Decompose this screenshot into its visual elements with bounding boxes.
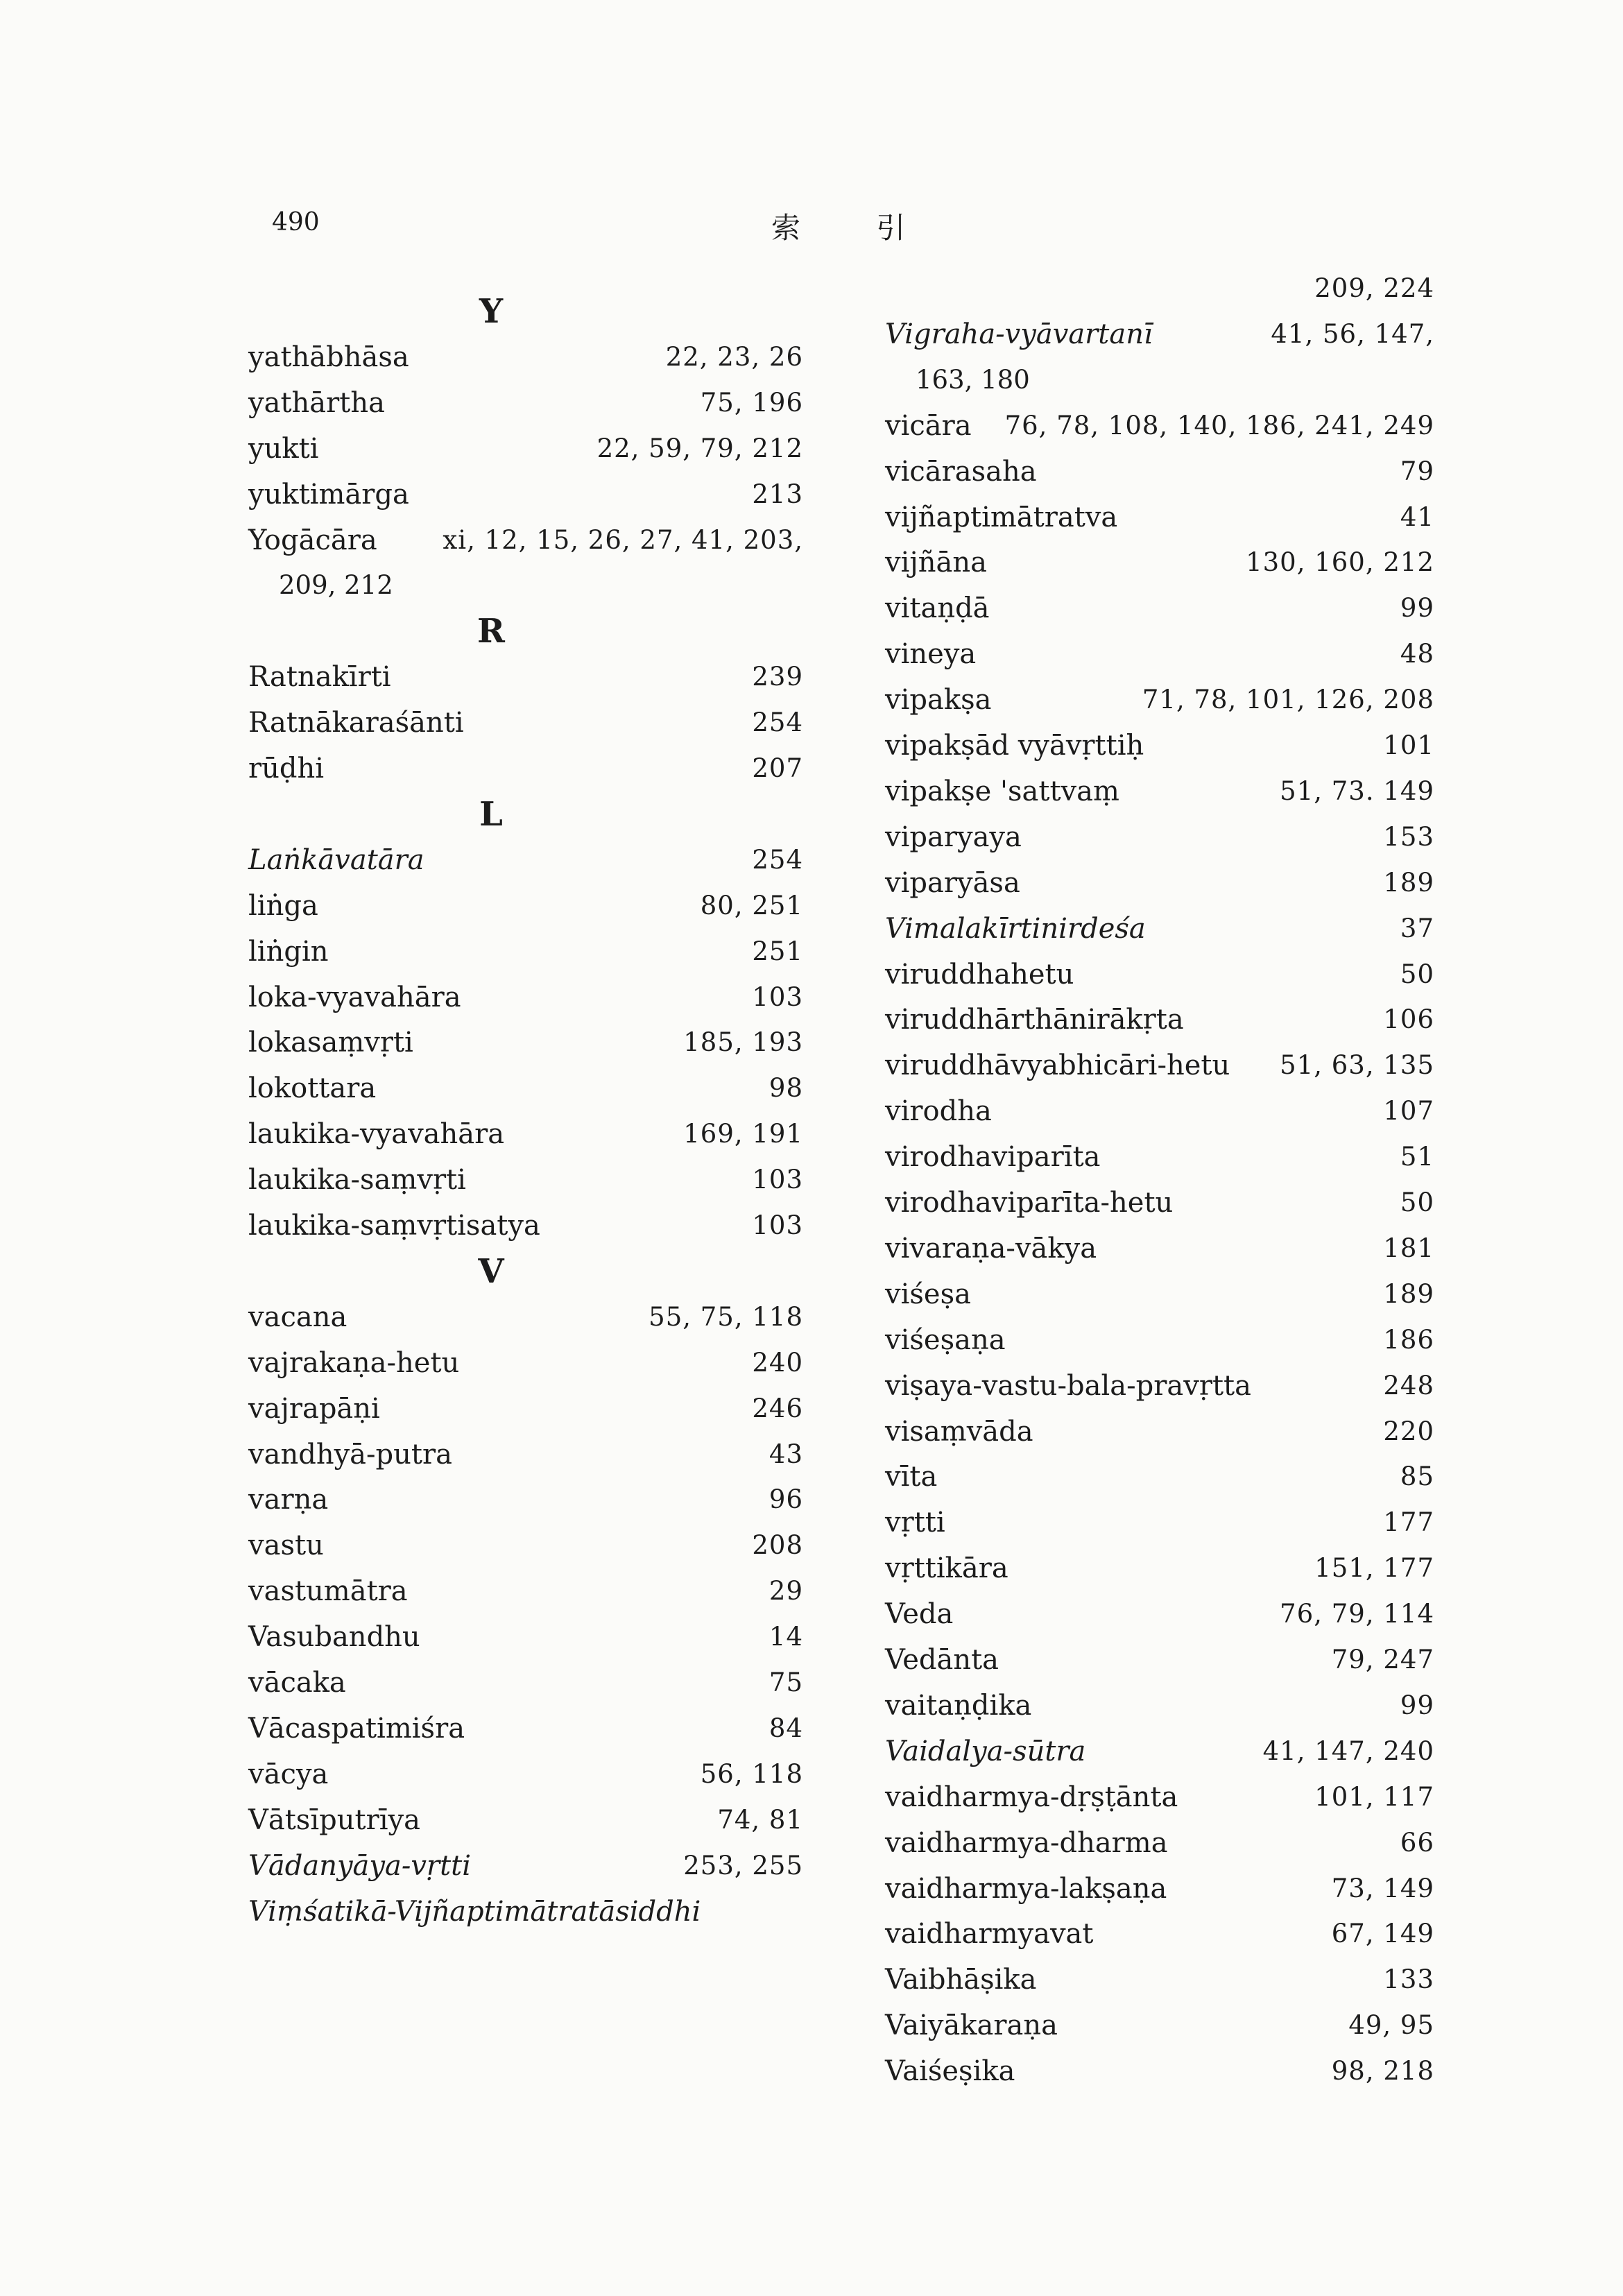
index-entry <box>248 426 803 472</box>
section-letter: L <box>479 794 503 834</box>
index-term: vastu <box>248 1530 324 1562</box>
index-term: virodha <box>885 1095 992 1128</box>
section-letter: R <box>477 612 505 651</box>
index-entry <box>885 723 1434 769</box>
index-entry <box>885 1500 1434 1545</box>
index-term: viśeṣa <box>885 1278 971 1310</box>
index-pages: 99 <box>1400 593 1434 624</box>
index-pages: 75, 196 <box>700 387 803 418</box>
index-pages: 49, 95 <box>1348 2010 1434 2041</box>
index-term: vaidharmya-lakṣaṇa <box>885 1872 1167 1905</box>
index-term: viruddhahetu <box>885 958 1074 991</box>
index-pages: 101 <box>1383 730 1434 760</box>
index-entry <box>885 1134 1434 1180</box>
index-pages: 79 <box>1400 456 1434 486</box>
index-term: vijñaptimātratva <box>885 501 1118 533</box>
index-pages: xi, 12, 15, 26, 27, 41, 203, <box>443 524 803 555</box>
index-pages: 29 <box>768 1576 803 1607</box>
index-entry <box>885 1774 1434 1820</box>
index-entry <box>885 1226 1434 1271</box>
index-entry <box>248 975 803 1020</box>
index-entry <box>885 906 1434 952</box>
index-entry <box>885 1957 1434 2003</box>
index-pages: 66 <box>1400 1827 1434 1858</box>
index-entry <box>248 1203 803 1249</box>
index-term: lokasaṃvṛti <box>248 1027 413 1059</box>
index-term: vācya <box>248 1758 329 1790</box>
index-term: viruddhāvyabhicāri-hetu <box>885 1050 1230 1082</box>
index-entry <box>248 517 803 563</box>
index-pages: 50 <box>1400 959 1434 989</box>
index-pages: 50 <box>1400 1188 1434 1217</box>
index-pages: 239 <box>752 662 803 692</box>
index-term: vṛttikāra <box>885 1552 1008 1585</box>
index-term: liṅgin <box>248 935 329 968</box>
index-term: yuktimārga <box>248 478 409 511</box>
index-pages: 51, 73. 149 <box>1280 776 1434 806</box>
index-term: laukika-vyavahāra <box>248 1118 505 1151</box>
index-pages: 80, 251 <box>700 890 803 920</box>
index-entry <box>248 1477 803 1523</box>
index-pages: 67, 149 <box>1331 1919 1434 1949</box>
index-term: Viṃśatikā-Vijñaptimātratāsiddhi <box>248 1895 701 1928</box>
index-pages: 185, 193 <box>683 1027 803 1058</box>
index-pages: 103 <box>752 982 803 1012</box>
index-term: laukika-saṃvṛtisatya <box>248 1210 540 1242</box>
index-pages: 251 <box>752 936 803 966</box>
index-term: Laṅkāvatāra <box>248 843 424 876</box>
index-term: vipakṣa <box>885 684 992 717</box>
index-pages: 22, 23, 26 <box>665 341 803 372</box>
index-entry <box>885 1820 1434 1866</box>
index-pages: 103 <box>752 1210 803 1240</box>
index-pages: 248 <box>1383 1370 1434 1400</box>
index-entry <box>885 1180 1434 1226</box>
index-pages: 43 <box>768 1439 803 1469</box>
index-entry <box>885 585 1434 631</box>
index-entry <box>248 1432 803 1477</box>
index-term: Vaiyākaraṇa <box>885 2010 1058 2042</box>
index-entry <box>248 1614 803 1660</box>
index-entry <box>248 380 803 426</box>
index-term: vipakṣe 'sattvaṃ <box>885 775 1119 807</box>
index-entry <box>885 2003 1434 2048</box>
index-term: Vedānta <box>885 1644 999 1676</box>
index-entry <box>885 1637 1434 1683</box>
index-term: vaidharmyavat <box>885 1918 1094 1951</box>
index-pages: 14 <box>768 1622 803 1652</box>
index-entry <box>248 929 803 975</box>
index-term: yathārtha <box>248 386 385 419</box>
index-term: viśeṣaṇa <box>885 1323 1006 1356</box>
index-pages: 246 <box>752 1393 803 1423</box>
index-entry <box>885 1911 1434 1957</box>
index-pages: 254 <box>752 708 803 738</box>
index-pages: 209, 224 <box>1314 273 1434 303</box>
index-term: yukti <box>248 432 319 465</box>
index-pages: 153 <box>1383 821 1434 852</box>
index-pages: 220 <box>1383 1416 1434 1446</box>
index-term: vajrakaṇa-hetu <box>248 1346 460 1379</box>
index-pages: 253, 255 <box>683 1850 803 1881</box>
index-pages: 71, 78, 101, 126, 208 <box>1142 685 1434 715</box>
index-term: vicārasaha <box>885 455 1037 488</box>
index-entry <box>248 1111 803 1157</box>
page-number: 490 <box>272 208 320 237</box>
index-term: visaṃvāda <box>885 1415 1033 1448</box>
index-term: viparyaya <box>885 821 1022 853</box>
index-pages: 56, 118 <box>700 1758 803 1789</box>
index-term: vijñāna <box>885 547 988 579</box>
index-term: liṅga <box>248 889 318 922</box>
index-entry <box>885 1683 1434 1729</box>
index-entry <box>885 1409 1434 1455</box>
index-term: Vimalakīrtinirdeśa <box>885 912 1146 945</box>
index-pages: 133 <box>1383 1964 1434 1995</box>
index-term: vajrapāṇi <box>248 1392 380 1425</box>
index-entry <box>885 311 1434 357</box>
index-entry <box>885 814 1434 860</box>
index-entry <box>248 883 803 929</box>
index-term: lokottara <box>248 1072 377 1105</box>
index-pages: 98, 218 <box>1331 2056 1434 2087</box>
index-entry <box>885 403 1434 449</box>
index-term: vaidharmya-dharma <box>885 1826 1168 1859</box>
index-term: rūḍhi <box>248 753 325 785</box>
index-pages: 189 <box>1383 867 1434 898</box>
index-term: vipakṣād vyāvṛttiḥ <box>885 730 1144 762</box>
index-term: Vaiśeṣika <box>885 2055 1015 2088</box>
index-pages: 84 <box>768 1713 803 1743</box>
section-letter: V <box>478 1251 504 1291</box>
index-term: vīta <box>885 1461 938 1493</box>
index-term: virodhaviparīta-hetu <box>885 1187 1174 1219</box>
index-pages: 213 <box>752 479 803 509</box>
index-pages: 107 <box>1383 1096 1434 1126</box>
index-pages: 254 <box>752 844 803 875</box>
index-term: loka-vyavahāra <box>248 981 461 1013</box>
index-pages: 73, 149 <box>1331 1873 1434 1903</box>
section-letter: Y <box>479 292 504 331</box>
index-pages: 79, 247 <box>1331 1645 1434 1674</box>
index-entry <box>885 631 1434 677</box>
index-pages: 48 <box>1400 639 1434 669</box>
index-term: vivaraṇa-vākya <box>885 1232 1097 1265</box>
index-entry <box>885 860 1434 906</box>
index-term: Vaidalya-sūtra <box>885 1735 1086 1767</box>
index-entry <box>248 472 803 517</box>
index-pages: 51, 63, 135 <box>1280 1050 1434 1081</box>
index-pages: 207 <box>752 753 803 783</box>
index-term: vacana <box>248 1301 347 1333</box>
index-entry <box>248 1706 803 1751</box>
index-term: laukika-saṃvṛti <box>248 1164 466 1197</box>
index-entry <box>248 1568 803 1614</box>
index-term: Veda <box>885 1598 954 1631</box>
index-pages: 240 <box>752 1347 803 1378</box>
index-entry <box>248 1797 803 1843</box>
index-pages: 75 <box>768 1668 803 1697</box>
index-pages: 181 <box>1383 1233 1434 1263</box>
index-term: vicāra <box>885 409 972 442</box>
index-pages: 99 <box>1400 1690 1434 1720</box>
index-entry <box>885 1363 1434 1409</box>
index-entry <box>885 1866 1434 1912</box>
index-pages: 208 <box>752 1530 803 1561</box>
index-term: vācaka <box>248 1667 346 1699</box>
index-entry <box>885 677 1434 723</box>
index-term: Vasubandhu <box>248 1621 420 1654</box>
index-pages: 85 <box>1400 1462 1434 1492</box>
index-pages: 51 <box>1400 1142 1434 1172</box>
index-entry <box>885 2048 1434 2094</box>
index-entry <box>885 495 1434 540</box>
index-pages: 177 <box>1383 1507 1434 1538</box>
index-pages: 37 <box>1400 913 1434 943</box>
index-term: viparyāsa <box>885 866 1020 899</box>
index-term: yathābhāsa <box>248 341 409 373</box>
index-term: viṣaya-vastu-bala-pravṛtta <box>885 1369 1251 1402</box>
index-pages: 101, 117 <box>1314 1781 1434 1812</box>
index-entry <box>248 1157 803 1203</box>
index-entry <box>248 334 803 380</box>
index-pages: 103 <box>752 1165 803 1195</box>
index-entry <box>248 1020 803 1065</box>
index-entry <box>885 1088 1434 1134</box>
index-pages: 98 <box>768 1073 803 1104</box>
index-entry <box>885 1729 1434 1774</box>
index-term: Vātsīputrīya <box>248 1804 420 1836</box>
index-term: vandhyā-putra <box>248 1438 452 1471</box>
index-entry <box>885 1545 1434 1591</box>
index-term: 163, 180 <box>916 364 1030 395</box>
index-pages: 151, 177 <box>1314 1553 1434 1584</box>
index-entry <box>885 540 1434 585</box>
index-term: Ratnakīrti <box>248 661 391 694</box>
index-entry <box>248 1523 803 1568</box>
index-term: vastumātra <box>248 1575 408 1608</box>
index-pages: 186 <box>1383 1324 1434 1355</box>
index-entry <box>885 266 1434 311</box>
index-entry <box>248 1889 803 1935</box>
index-term: Vācaspatimiśra <box>248 1712 465 1745</box>
index-term: vṛtti <box>885 1507 945 1539</box>
index-pages: 169, 191 <box>683 1119 803 1149</box>
index-term: Vādanyāya-vṛtti <box>248 1849 472 1882</box>
index-entry <box>885 769 1434 814</box>
index-pages: 74, 81 <box>717 1804 803 1835</box>
index-term: Vaibhāṣika <box>885 1964 1037 1996</box>
index-term: vitaṇḍā <box>885 592 990 625</box>
index-entry <box>248 654 803 700</box>
index-term: Ratnākaraśānti <box>248 707 464 739</box>
index-term: Yogācāra <box>248 524 377 556</box>
index-entry <box>248 563 803 608</box>
index-entry <box>885 1043 1434 1088</box>
index-term: Vigraha-vyāvartanī <box>885 318 1153 350</box>
index-pages: 130, 160, 212 <box>1246 547 1434 578</box>
index-term: viruddhārthānirākṛta <box>885 1004 1184 1036</box>
index-entry <box>885 357 1434 403</box>
index-term: varṇa <box>248 1484 329 1516</box>
index-entry <box>885 1271 1434 1317</box>
index-entry <box>248 837 803 883</box>
index-entry <box>885 997 1434 1043</box>
index-term: 209, 212 <box>279 570 393 601</box>
index-entry <box>885 1454 1434 1500</box>
index-pages: 106 <box>1383 1004 1434 1035</box>
index-pages: 189 <box>1383 1278 1434 1309</box>
index-pages: 41, 56, 147, <box>1271 318 1434 349</box>
index-pages: 76, 78, 108, 140, 186, 241, 249 <box>1004 410 1434 440</box>
index-entry <box>885 1317 1434 1363</box>
index-entry <box>885 1591 1434 1637</box>
index-entry <box>248 700 803 746</box>
page-title: 索 引 <box>771 211 939 245</box>
index-term: vaidharmya-dṛṣṭānta <box>885 1781 1178 1813</box>
index-entry <box>248 1386 803 1432</box>
index-term: vineya <box>885 638 977 671</box>
index-entry <box>248 746 803 791</box>
index-pages: 96 <box>768 1484 803 1515</box>
index-entry <box>885 952 1434 997</box>
index-entry <box>248 1294 803 1340</box>
index-pages: 76, 79, 114 <box>1280 1599 1434 1629</box>
index-entry <box>248 1751 803 1797</box>
index-entry <box>248 1843 803 1889</box>
index-entry <box>248 1065 803 1111</box>
index-term: vaitaṇḍika <box>885 1689 1032 1722</box>
index-pages: 55, 75, 118 <box>649 1301 803 1332</box>
index-term: virodhaviparīta <box>885 1141 1101 1174</box>
index-entry <box>248 1660 803 1706</box>
index-pages: 41 <box>1400 502 1434 532</box>
index-entry <box>885 449 1434 495</box>
index-pages: 22, 59, 79, 212 <box>596 433 803 463</box>
index-entry <box>248 1340 803 1386</box>
index-pages: 41, 147, 240 <box>1262 1736 1434 1766</box>
